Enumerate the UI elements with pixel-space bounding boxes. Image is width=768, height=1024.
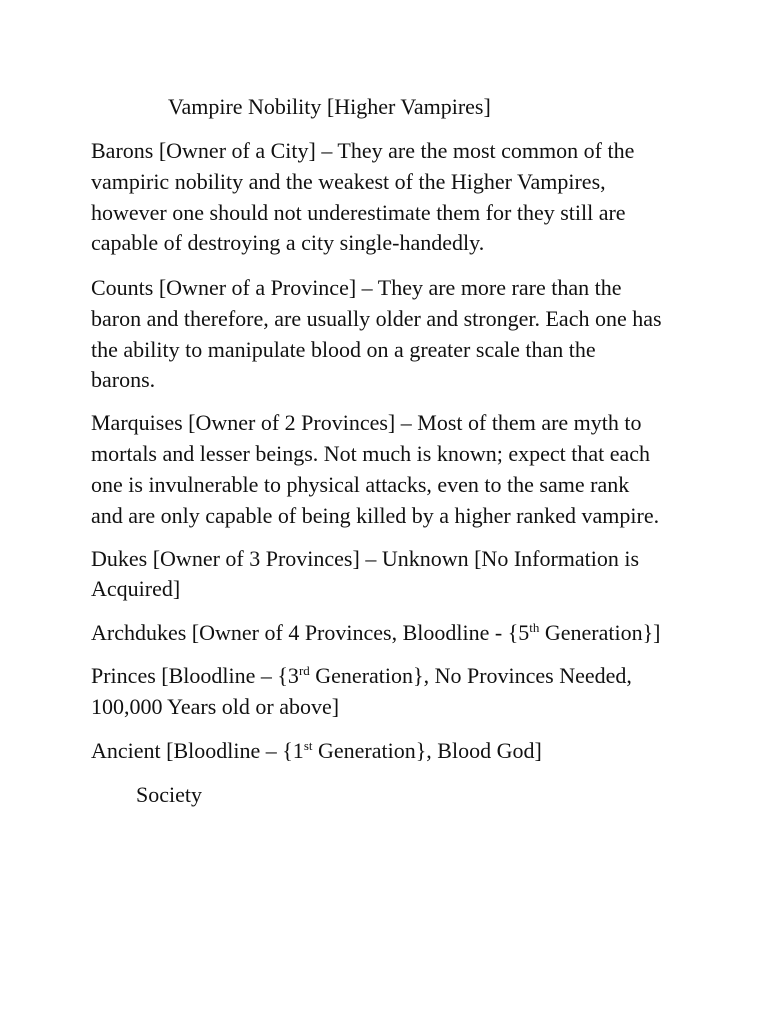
princes-ordinal-suffix: rd xyxy=(298,663,310,678)
paragraph-marquises-line: and are only capable of being killed by a higher ranked vampire. xyxy=(91,503,660,528)
paragraph-barons-line: Barons [Owner of a City] – They are the most common of the xyxy=(91,138,635,163)
paragraph-marquises-line: mortals and lesser beings. Not much is known; expect that each xyxy=(91,441,651,466)
paragraph-marquises-line: Marquises [Owner of 2 Provinces] – Most of them are myth to xyxy=(91,410,642,435)
paragraph-barons-line: however one should not underestimate them for they still are xyxy=(91,200,626,225)
paragraph-counts-line: Counts [Owner of a Province] – They are more rare than the xyxy=(91,275,622,300)
archdukes-text-before: Archdukes [Owner of 4 Provinces, Bloodline - {5 xyxy=(91,620,530,645)
paragraph-dukes-line: Dukes [Owner of 3 Provinces] – Unknown [No Information is xyxy=(91,546,640,571)
paragraph-dukes-line: Acquired] xyxy=(91,576,181,601)
paragraph-archdukes xyxy=(91,622,661,644)
paragraph-counts-line: baron and therefore, are usually older and stronger. Each one has xyxy=(91,306,662,331)
paragraph-ancient xyxy=(91,740,542,762)
princes-text-after: Generation}, No Provinces Needed, xyxy=(309,663,632,688)
ancient-text-before: Ancient [Bloodline – {1 xyxy=(91,738,304,763)
paragraph-marquises-line: one is invulnerable to physical attacks, even to the same rank xyxy=(91,472,630,497)
paragraph-barons-line: vampiric nobility and the weakest of the Higher Vampires, xyxy=(91,169,606,194)
archdukes-text-after: Generation}] xyxy=(539,620,661,645)
princes-text-before: Princes [Bloodline – {3 xyxy=(91,663,299,688)
section-heading-society: Society xyxy=(136,782,202,807)
paragraph-counts-line: barons. xyxy=(91,367,156,392)
archdukes-ordinal-suffix: th xyxy=(529,620,540,635)
paragraph-counts-line: the ability to manipulate blood on a greater scale than the xyxy=(91,337,596,362)
paragraph-princes xyxy=(91,665,632,687)
ancient-text-after: Generation}, Blood God] xyxy=(312,738,542,763)
paragraph-barons-line: capable of destroying a city single-handedly. xyxy=(91,230,485,255)
page-title: Vampire Nobility [Higher Vampires] xyxy=(168,94,491,119)
paragraph-princes-line: 100,000 Years old or above] xyxy=(91,694,340,719)
ancient-ordinal-suffix: st xyxy=(303,738,313,753)
